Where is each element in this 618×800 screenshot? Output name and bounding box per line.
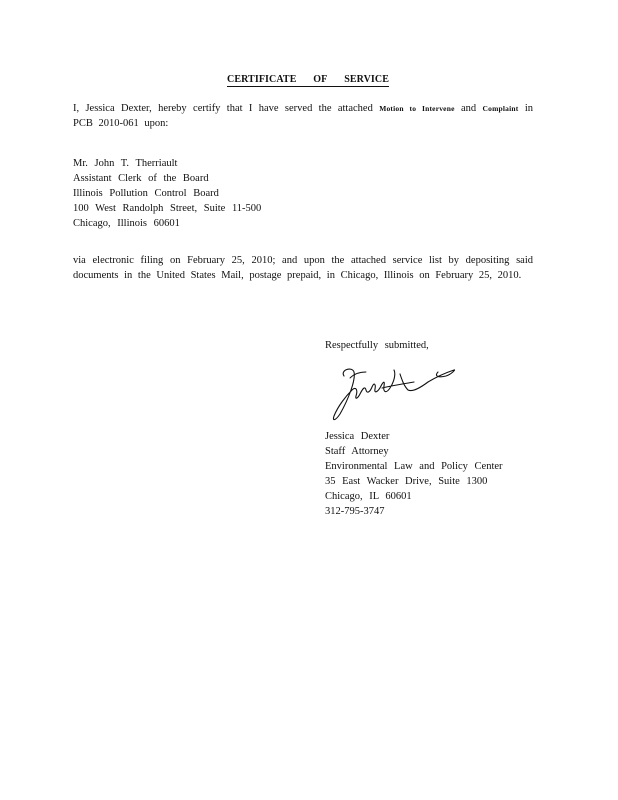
title-word-service: SERVICE [344,74,389,85]
recipient-city: Chicago, Illinois 60601 [73,218,180,229]
title-word-of: OF [313,74,328,85]
signer-city: Chicago, IL 60601 [325,491,412,502]
certification-tail: in PCB 2010-061 upon: [73,103,534,129]
signer-street: 35 East Wacker Drive, Suite 1300 [325,476,488,487]
conjunction-and: and [460,103,477,114]
recipient-organization: Illinois Pollution Control Board [73,188,219,199]
closing-block [325,338,429,353]
recipient-street: 100 West Randolph Street, Suite 11-500 [73,203,262,214]
recipient-title: Assistant Clerk of the Board [73,173,209,184]
certification-paragraph [73,101,533,131]
signer-name: Jessica Dexter [325,431,390,442]
signer-phone: 312-795-3747 [325,506,385,517]
document-title [227,74,389,87]
recipient-address-block [73,156,261,231]
handwritten-signature [330,356,460,424]
signer-title: Staff Attorney [325,446,389,457]
recipient-name: Mr. John T. Therriault [73,158,178,169]
certification-lead: I, Jessica Dexter, hereby certify that I have served the attached [73,103,373,114]
title-word-certificate: CERTIFICATE [227,74,297,85]
closing-text: Respectfully submitted, [325,340,429,351]
signer-organization: Environmental Law and Policy Center [325,461,503,472]
complaint-title: Complaint [482,104,519,113]
service-method-paragraph: via electronic filing on February 25, 2010; and upon the attached service list by depositing said documents in the United States Mail, postage prepaid, in Chicago, Illinois on February 25, 2010. [73,255,533,281]
motion-title: Motion to Intervene [379,104,455,113]
signer-block [325,429,503,519]
